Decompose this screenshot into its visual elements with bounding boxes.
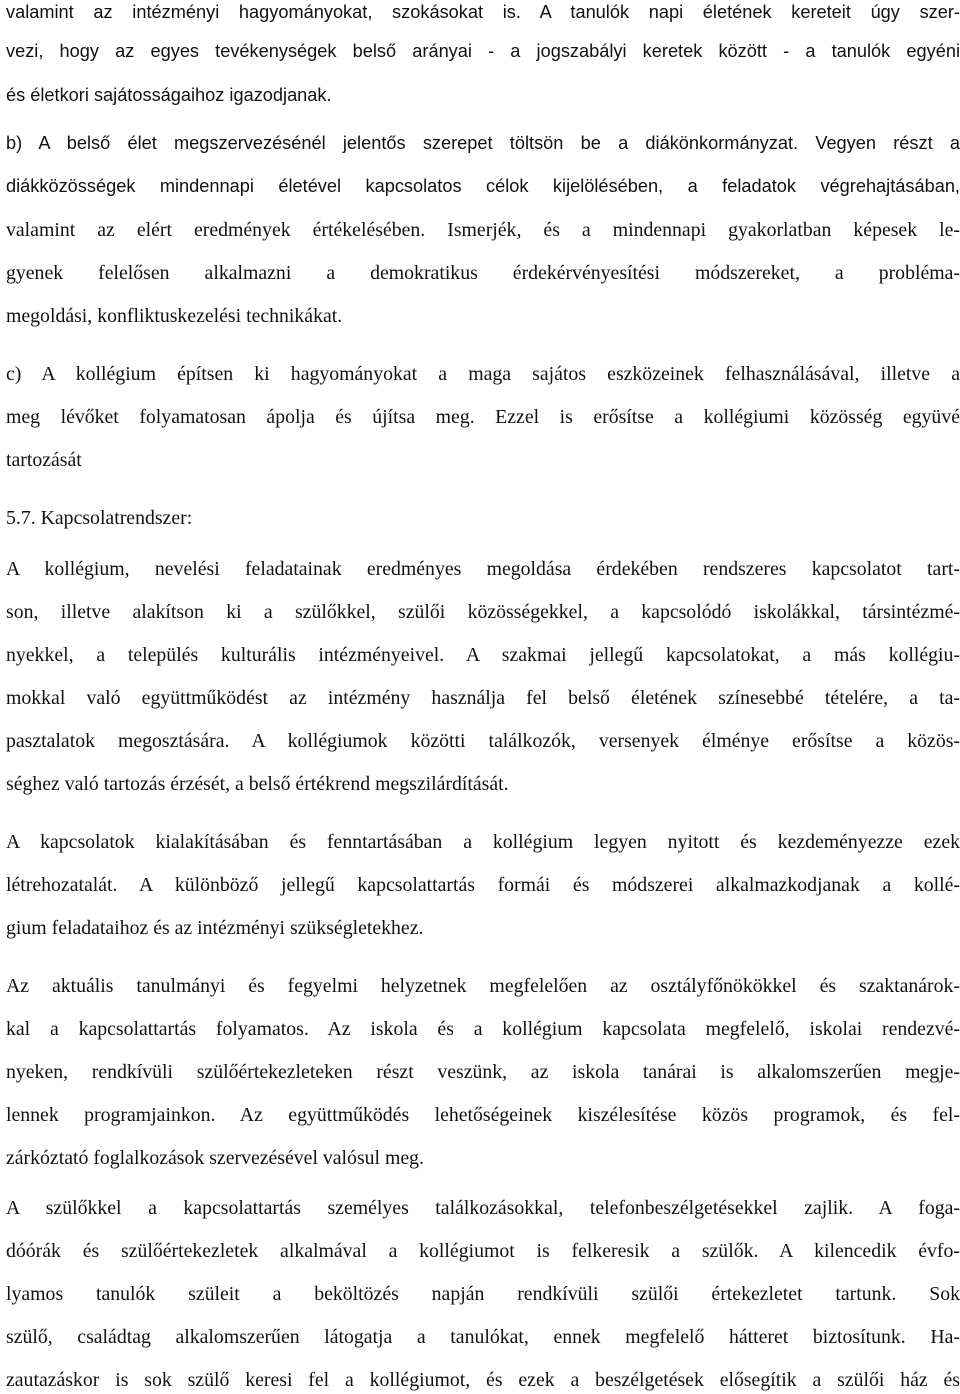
text-line: Az aktuális tanulmányi és fegyelmi helyzetnek megfelelően az osztályfőnökökkel és szaktanárok- [6,975,960,997]
text-line: b) A belső élet megszervezésénél jelentős szerepet töltsön be a diákönkormányzat. Vegyen részt a [6,133,960,153]
text-line: nyekkel, a település kulturális intézményeivel. A szakmai jellegű kapcsolatokat, a más kollégiu- [6,644,960,666]
text-line: létrehozatalát. A különböző jellegű kapcsolattartás formái és módszerei alkalmazkodjanak a kollé- [6,874,960,896]
text-line: meg lévőket folyamatosan ápolja és újítsa meg. Ezzel is erősítse a kollégiumi közösség együvé [6,406,960,428]
text-line: zárkóztató foglalkozások szervezésével valósul meg. [6,1147,424,1169]
text-line: diákközösségek mindennapi életével kapcsolatos célok kijelölésében, a feladatok végrehajtásában, [6,176,960,196]
text-line: megoldási, konfliktuskezelési technikákat. [6,305,343,327]
text-line: c) A kollégium építsen ki hagyományokat a maga sajátos eszközeinek felhasználásával, illetve a [6,363,960,385]
text-line: gyenek felelősen alkalmazni a demokratikus érdekérvényesítési módszereket, a probléma- [6,262,960,284]
text-line: nyeken, rendkívüli szülőértekezleteken részt veszünk, az iskola tanárai is alkalomszerűen megje- [6,1061,960,1083]
text-line: valamint az intézményi hagyományokat, szokásokat is. A tanulók napi életének kereteit úgy szer- [6,2,960,22]
text-line: dóórák és szülőértekezletek alkalmával a kollégiumot is felkeresik a szülők. A kilencedik évfo- [6,1240,960,1262]
text-line: séghez való tartozás érzését, a belső értékrend megszilárdítását. [6,773,509,795]
section-heading: 5.7. Kapcsolatrendszer: [6,507,193,529]
text-line: A szülőkkel a kapcsolattartás személyes találkozásokkal, telefonbeszélgetésekkel zajlik. A foga- [6,1197,960,1219]
text-line: gium feladataihoz és az intézményi szükségletekhez. [6,917,424,939]
text-line: vezi, hogy az egyes tevékenységek belső arányai - a jogszabályi keretek között - a tanulók egyéni [6,41,960,61]
text-line: és életkori sajátosságaihoz igazodjanak. [6,85,332,105]
text-line: mokkal való együttműködést az intézmény használja fel belső életének színesebbé tételére, a ta- [6,687,960,709]
text-line: tartozását [6,449,82,471]
text-line: pasztalatok megosztására. A kollégiumok közötti találkozók, versenyek élménye erősítse a közös- [6,730,960,752]
text-line: A kapcsolatok kialakításában és fenntartásában a kollégium legyen nyitott és kezdeményezze ezek [6,831,960,853]
text-line: zautazáskor is sok szülő keresi fel a kollégiumot, és ezek a beszélgetések elősegítik a szülői ház és [6,1369,960,1391]
text-line: valamint az elért eredmények értékelésében. Ismerjék, és a mindennapi gyakorlatban képesek le- [6,219,960,241]
text-line: son, illetve alakítson ki a szülőkkel, szülői közösségekkel, a kapcsolódó iskolákkal, társintézmé- [6,601,960,623]
text-line: lennek programjainkon. Az együttműködés lehetőségeinek kiszélesítése közös programok, és fel- [6,1104,960,1126]
text-line: szülő, családtag alkalomszerűen látogatja a tanulókat, ennek megfelelő hátteret biztosítunk. Ha- [6,1326,960,1348]
text-line: kal a kapcsolattartás folyamatos. Az iskola és a kollégium kapcsolata megfelelő, iskolai rendezvé- [6,1018,960,1040]
text-line: A kollégium, nevelési feladatainak eredményes megoldása érdekében rendszeres kapcsolatot tart- [6,558,960,580]
text-line: lyamos tanulók szüleit a beköltözés napján rendkívüli szülői értekezletet tartunk. Sok [6,1283,960,1305]
